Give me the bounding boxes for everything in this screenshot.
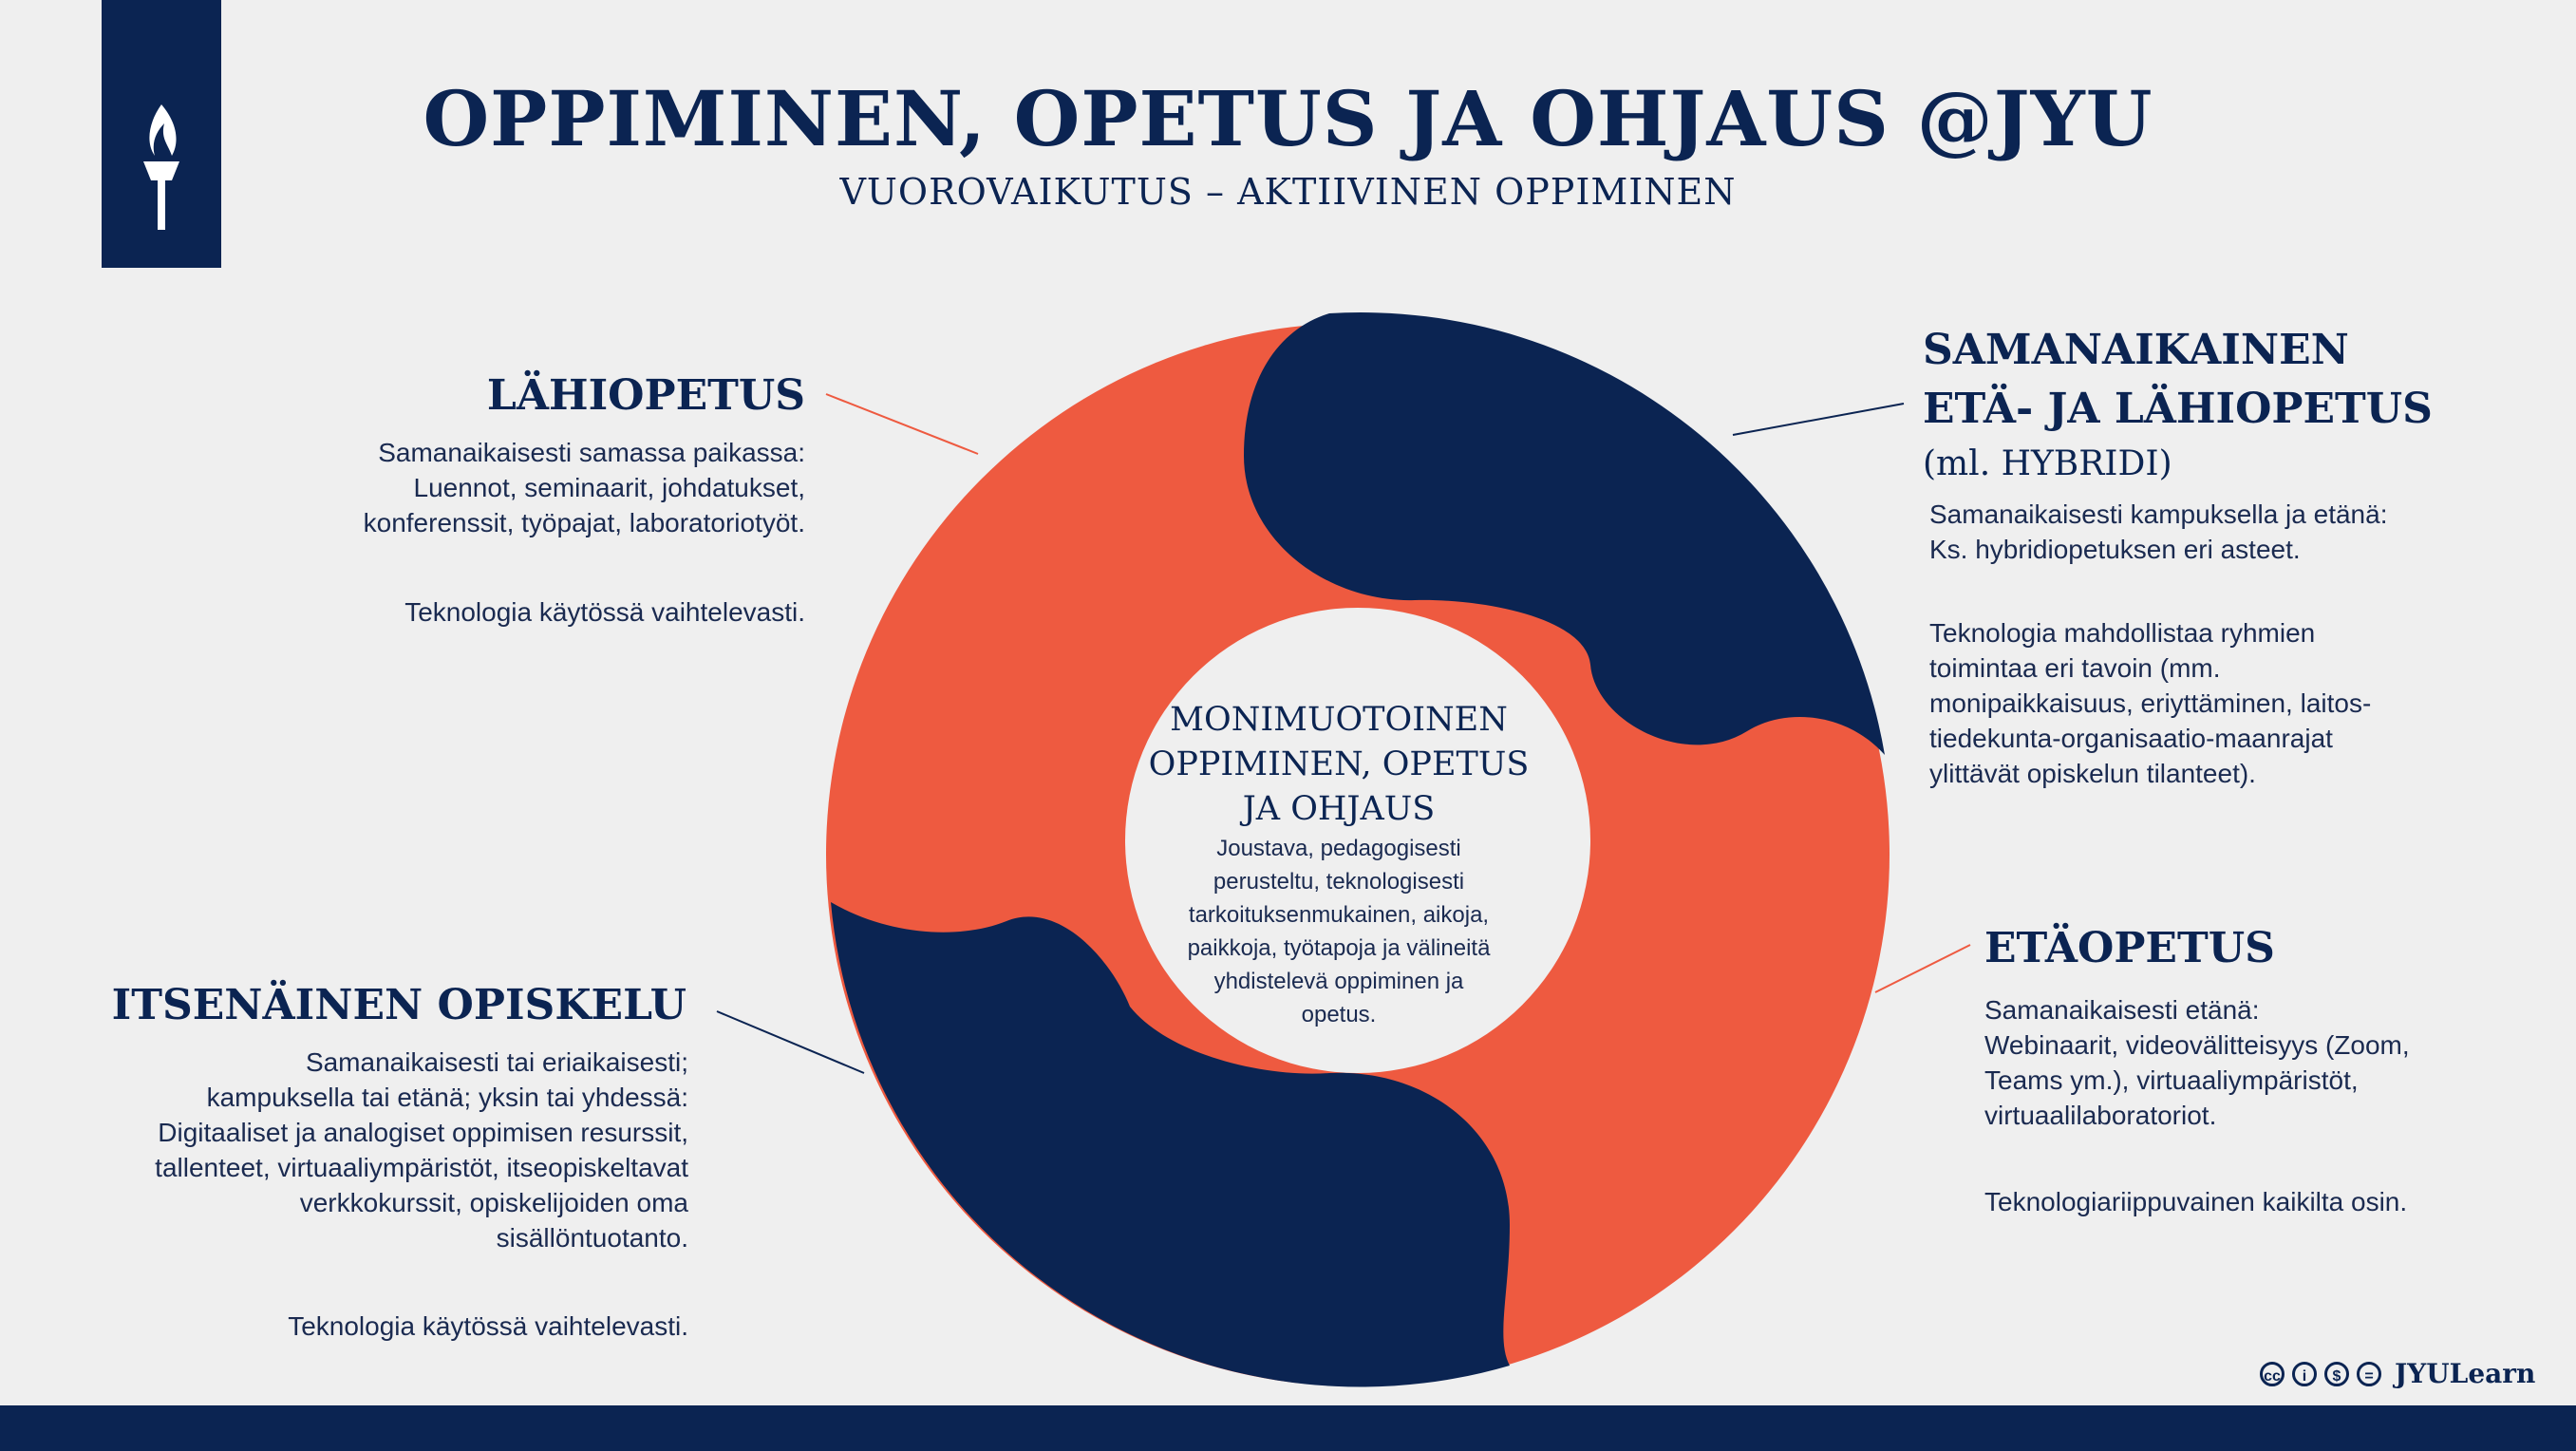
center-text-line: paikkoja, työtapoja ja välineitä [1187, 935, 1491, 961]
center-text-line: tarkoituksenmukainen, aikoja, [1188, 902, 1490, 928]
lahiopetus-line: Luennot, seminaarit, johdatukset, [413, 473, 805, 502]
page-title: OPPIMINEN, OPETUS JA OHJAUS @JYU [423, 74, 2153, 163]
itsenainen-line: kampuksella tai etänä; yksin tai yhdessä: [206, 1083, 688, 1112]
samanaikainen-tech-line: toimintaa eri tavoin (mm. [1929, 653, 2221, 683]
connector-samanaikainen [1733, 404, 1904, 435]
etaopetus-tech: Teknologiariippuvainen kaikilta osin. [1984, 1187, 2408, 1216]
itsenainen-line: Digitaaliset ja analogiset oppimisen resurssit, [158, 1118, 688, 1147]
page-subtitle: VUOROVAIKUTUS – AKTIIVINEN OPPIMINEN [839, 171, 1737, 213]
center-text-line: Joustava, pedagogisesti [1216, 836, 1461, 861]
samanaikainen-tech-line: ylittävät opiskelun tilanteet). [1929, 759, 2256, 788]
by-icon: i [2292, 1362, 2317, 1386]
etaopetus-line: Teams ym.), virtuaaliympäristöt, [1984, 1065, 2359, 1095]
etaopetus-line: Samanaikaisesti etänä: [1984, 995, 2260, 1025]
itsenainen-line: verkkokurssit, opiskelijoiden oma [299, 1188, 688, 1217]
footer-bar [0, 1405, 2576, 1451]
center-description [1149, 832, 1529, 1031]
center-title [1130, 698, 1548, 832]
itsenainen-text [155, 1045, 688, 1255]
center-text-line: yhdistelevä oppiminen ja [1213, 969, 1464, 994]
samanaikainen-tech [1929, 615, 2371, 791]
connector-etaopetus [1875, 945, 1970, 992]
samanaikainen-tech-line: monipaikkaisuus, eriyttäminen, laitos- [1929, 688, 2372, 718]
samanaikainen-line: Samanaikaisesti kampuksella ja etänä: [1929, 499, 2388, 529]
itsenainen-line: tallenteet, virtuaaliympäristöt, itseopiskeltavat [155, 1153, 688, 1182]
center-text-line: perusteltu, teknologisesti [1213, 869, 1465, 895]
center-title-line: MONIMUOTOINEN [1170, 701, 1508, 739]
center-text-line: opetus. [1301, 1002, 1377, 1027]
lahiopetus-line: konferenssit, työpajat, laboratoriotyöt. [363, 508, 805, 537]
samanaikainen-tech-line: Teknologia mahdollistaa ryhmien [1929, 618, 2316, 648]
samanaikainen-subheading: (ml. HYBRIDI) [1923, 444, 2172, 483]
license-footer [2260, 1358, 2535, 1389]
samanaikainen-text [1929, 497, 2387, 567]
samanaikainen-heading-line: SAMANAIKAINEN [1923, 326, 2349, 374]
itsenainen-tech: Teknologia käytössä vaihtelevasti. [288, 1311, 688, 1341]
etaopetus-line: virtuaalilaboratoriot. [1984, 1101, 2217, 1130]
etaopetus-text [1984, 992, 2410, 1133]
lahiopetus-tech: Teknologia käytössä vaihtelevasti. [404, 597, 805, 627]
connector-lahiopetus [826, 394, 978, 454]
brand-label: JYULearn [2395, 1358, 2536, 1389]
lahiopetus-line: Samanaikaisesti samassa paikassa: [378, 438, 805, 467]
lahiopetus-heading: LÄHIOPETUS [486, 371, 805, 420]
nd-icon: = [2357, 1362, 2381, 1386]
itsenainen-line: sisällöntuotanto. [496, 1223, 688, 1253]
samanaikainen-heading-line: ETÄ- JA LÄHIOPETUS [1923, 385, 2433, 433]
nc-icon: $ [2324, 1362, 2349, 1386]
itsenainen-heading: ITSENÄINEN OPISKELU [111, 981, 686, 1029]
etaopetus-line: Webinaarit, videovälitteisyys (Zoom, [1984, 1030, 2410, 1060]
connector-itsenainen [717, 1011, 864, 1073]
etaopetus-heading: ETÄOPETUS [1984, 924, 2275, 972]
cc-icon: cc [2260, 1362, 2285, 1386]
center-title-line: JA OHJAUS [1242, 790, 1436, 828]
center-title-line: OPPIMINEN, OPETUS [1148, 745, 1530, 783]
itsenainen-line: Samanaikaisesti tai eriaikaisesti; [305, 1047, 688, 1077]
samanaikainen-line: Ks. hybridiopetuksen eri asteet. [1929, 535, 2301, 564]
samanaikainen-heading [1923, 321, 2433, 439]
lahiopetus-text [364, 435, 805, 540]
samanaikainen-tech-line: tiedekunta-organisaatio-maanrajat [1929, 724, 2333, 753]
